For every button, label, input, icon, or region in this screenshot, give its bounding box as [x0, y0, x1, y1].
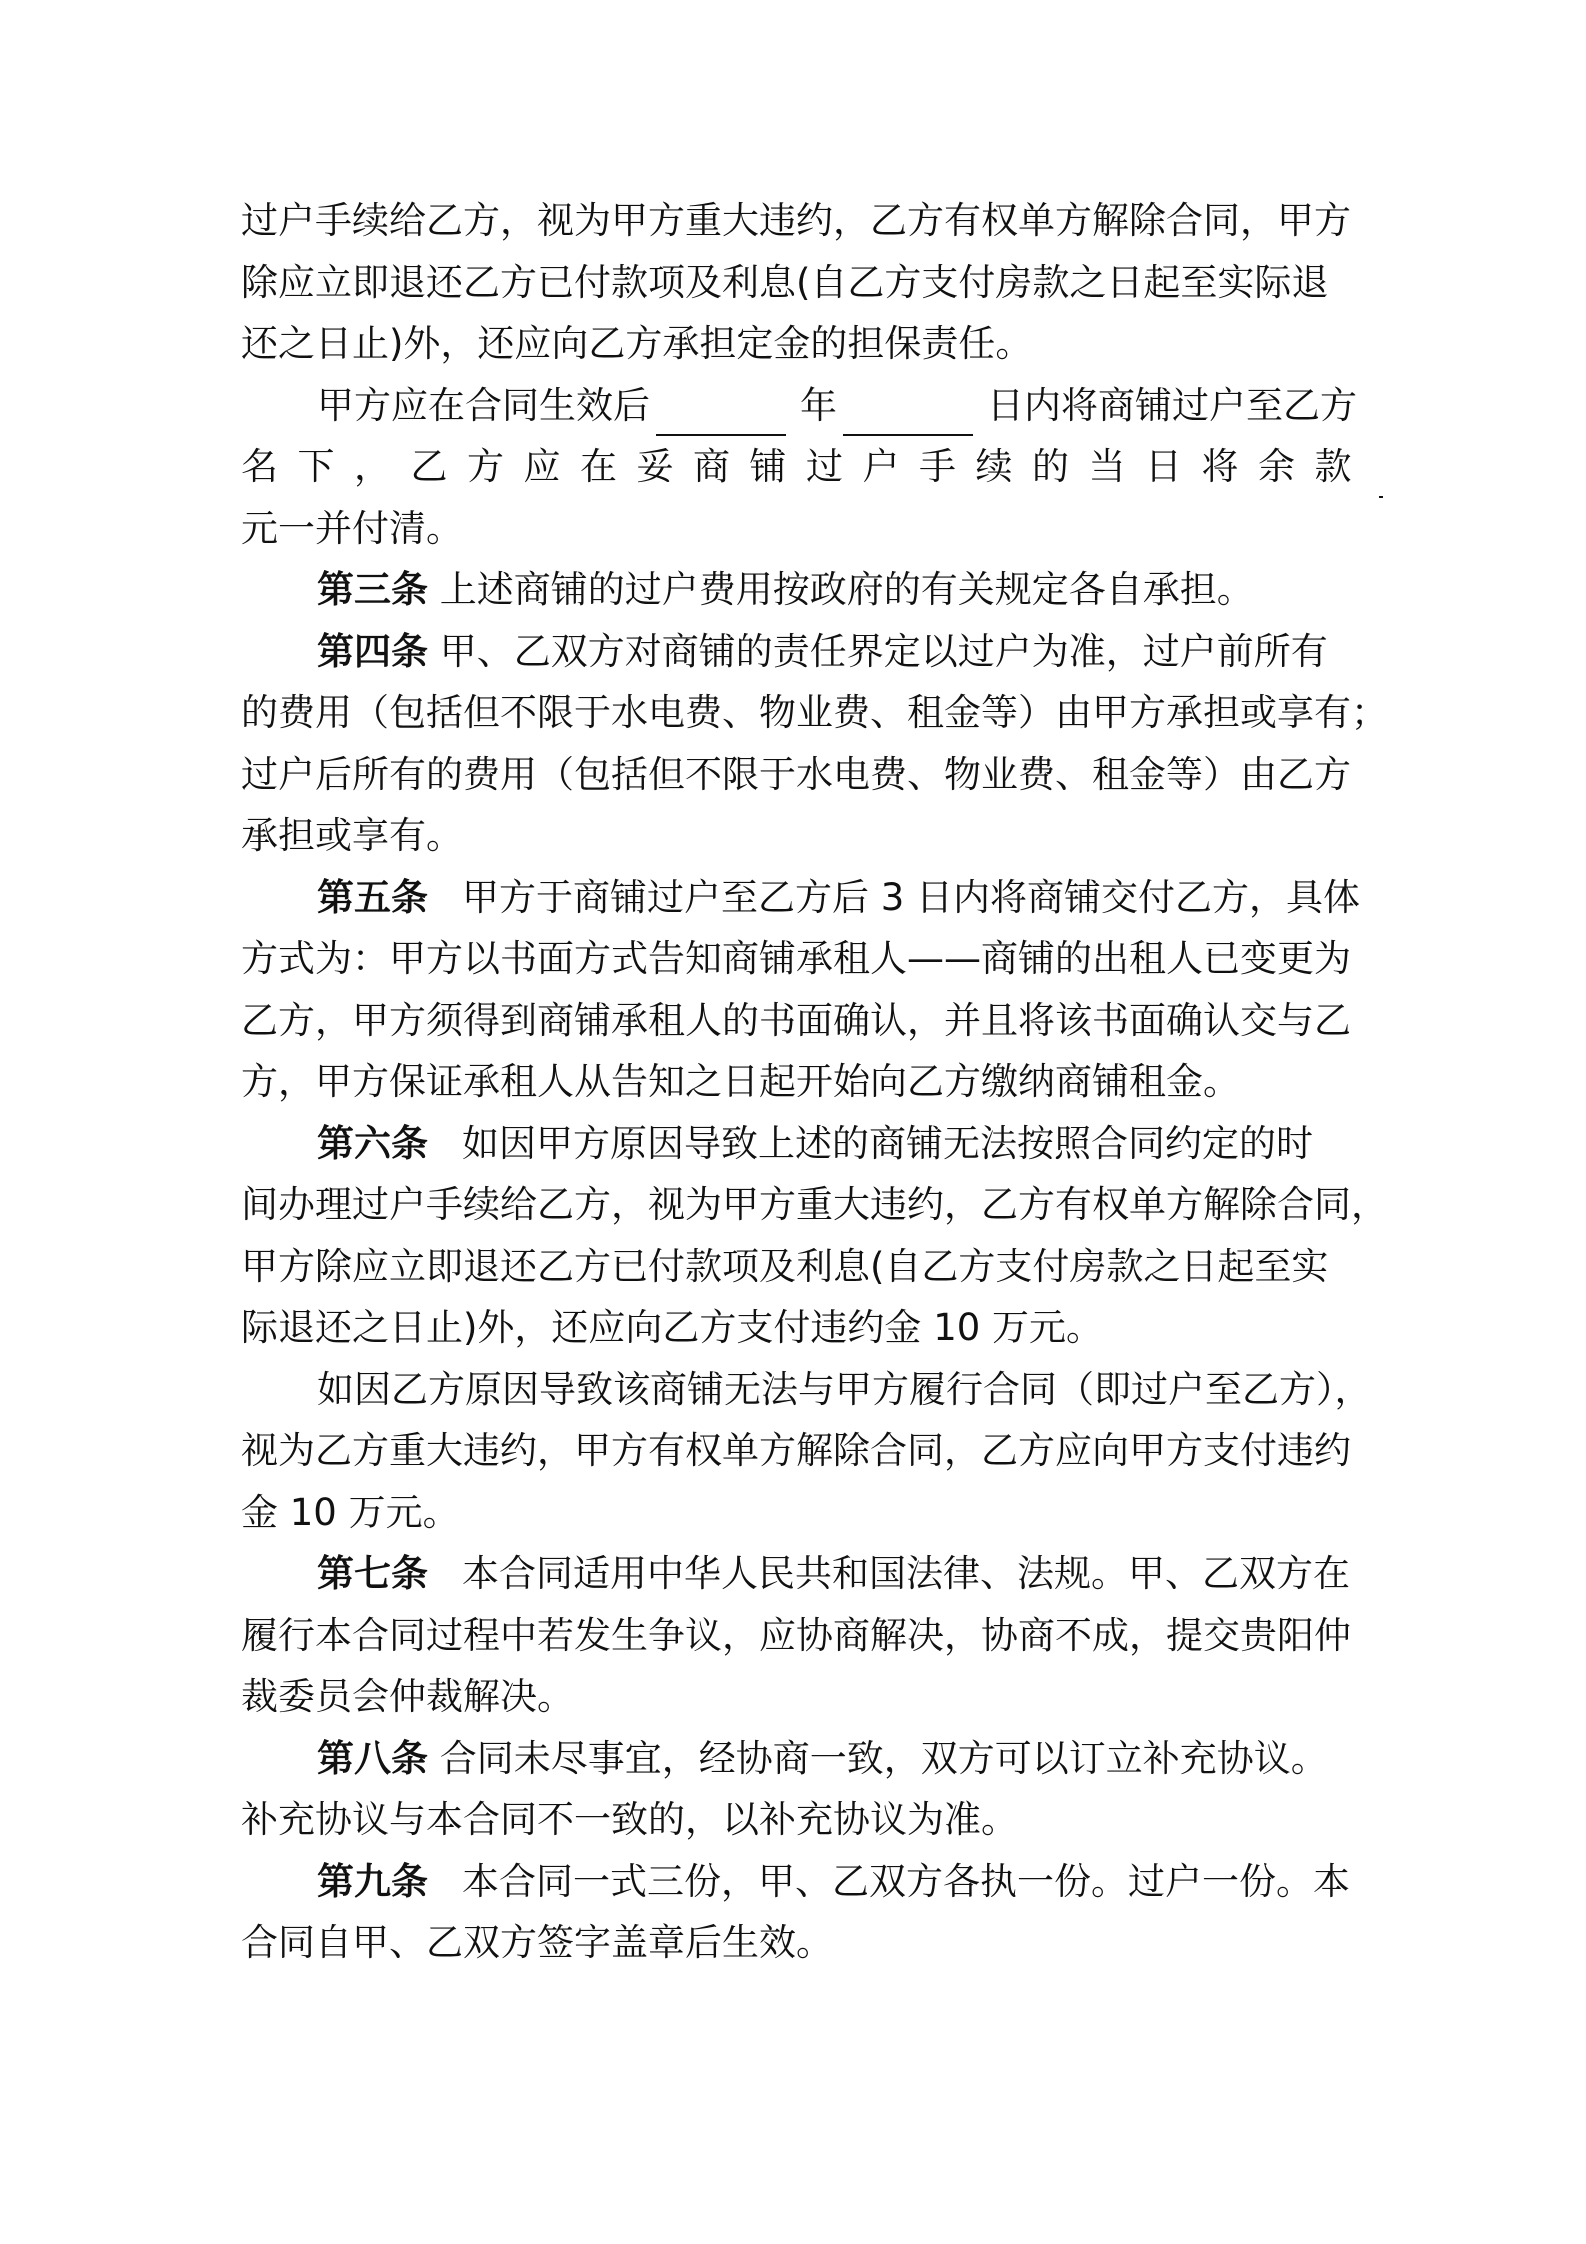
text-line: 过户后所有的费用（包括但不限于水电费、物业费、租金等）由乙方 — [241, 752, 1351, 796]
article-text: 本合同一式三份，甲、乙双方各执一份。过户一份。本 — [462, 1859, 1350, 1903]
text-line: 补充协议与本合同不一致的，以补充协议为准。 — [241, 1798, 1018, 1841]
text-line: 过户手续给乙方，视为甲方重大违约，乙方有权单方解除合同，甲方 — [241, 199, 1351, 242]
text-line: 的费用（包括但不限于水电费、物业费、租金等）由甲方承担或享有； — [241, 691, 1388, 734]
text-line: 方，甲方保证承租人从告知之日起开始向乙方缴纳商铺租金。 — [241, 1060, 1240, 1103]
text-line: 承担或享有。 — [241, 814, 463, 857]
text-fragment: 日内将商铺过户至乙方 — [987, 383, 1357, 427]
contract-body — [241, 190, 1388, 1974]
article-text: 甲、乙双方对商铺的责任界定以过户为准，过户前所有 — [439, 629, 1328, 673]
text-line: 合同自甲、乙双方签字盖章后生效。 — [241, 1921, 833, 1964]
article-6 — [241, 1113, 1351, 1175]
article-text: 合同未尽事宜，经协商一致，双方可以订立补充协议。 — [439, 1736, 1328, 1780]
text-line: 际退还之日止)外，还应向乙方支付违约金 10 万元。 — [241, 1306, 1104, 1349]
text-line: 乙方，甲方须得到商铺承租人的书面确认，并且将该书面确认交与乙 — [241, 998, 1351, 1042]
text-line: 甲方除应立即退还乙方已付款项及利息(自乙方支付房款之日起至实 — [241, 1244, 1329, 1288]
article-9 — [241, 1851, 1351, 1913]
blank-field-amount — [1379, 456, 1383, 498]
article-text: 本合同适用中华人民共和国法律、法规。甲、乙双方在 — [462, 1552, 1350, 1595]
text-fragment: 年 — [800, 383, 837, 427]
text-line: 如因乙方原因导致该商铺无法与甲方履行合同（即过户至乙方）， — [317, 1367, 1372, 1411]
article-label: 第八条 — [317, 1736, 428, 1780]
article-label: 第五条 — [317, 875, 428, 919]
article-label: 第七条 — [317, 1552, 428, 1595]
article-text: 如因甲方原因导致上述的商铺无法按照合同约定的时 — [462, 1121, 1313, 1165]
text-line: 金 10 万元。 — [241, 1490, 460, 1534]
article-7 — [241, 1543, 1351, 1605]
text-line: 元一并付清。 — [241, 506, 463, 550]
article-label: 第四条 — [317, 629, 428, 673]
article-4 — [241, 621, 1351, 683]
article-label: 第三条 — [317, 568, 428, 611]
blank-field-years — [656, 394, 786, 436]
blank-field-days — [843, 394, 973, 436]
text-fragment: 名下，乙方应在妥商铺过户手续的当日将余款 — [241, 445, 1371, 488]
article-8 — [241, 1728, 1351, 1790]
article-label: 第九条 — [317, 1859, 428, 1903]
text-line: 还之日止)外，还应向乙方承担定金的担保责任。 — [241, 322, 1033, 365]
article-5 — [241, 867, 1361, 929]
text-fragment: 甲方应在合同生效后 — [317, 383, 650, 427]
article-text: 上述商铺的过户费用按政府的有关规定各自承担。 — [439, 568, 1254, 611]
article-text: 甲方于商铺过户至乙方后 3 日内将商铺交付乙方，具体 — [462, 875, 1361, 919]
text-line: 间办理过户手续给乙方，视为甲方重大违约，乙方有权单方解除合同， — [241, 1183, 1388, 1226]
article-3 — [241, 559, 1351, 621]
article-label: 第六条 — [317, 1121, 428, 1165]
text-line: 除应立即退还乙方已付款项及利息(自乙方支付房款之日起至实际退 — [241, 260, 1329, 304]
text-line: 方式为：甲方以书面方式告知商铺承租人——商铺的出租人已变更为 — [241, 937, 1351, 980]
text-line: 视为乙方重大违约，甲方有权单方解除合同，乙方应向甲方支付违约 — [241, 1429, 1351, 1472]
text-line: 履行本合同过程中若发生争议，应协商解决，协商不成，提交贵阳仲 — [241, 1613, 1351, 1657]
text-line: 裁委员会仲裁解决。 — [241, 1675, 574, 1718]
transfer-deadline-line — [241, 375, 1357, 437]
transfer-line-2 — [241, 436, 1371, 498]
